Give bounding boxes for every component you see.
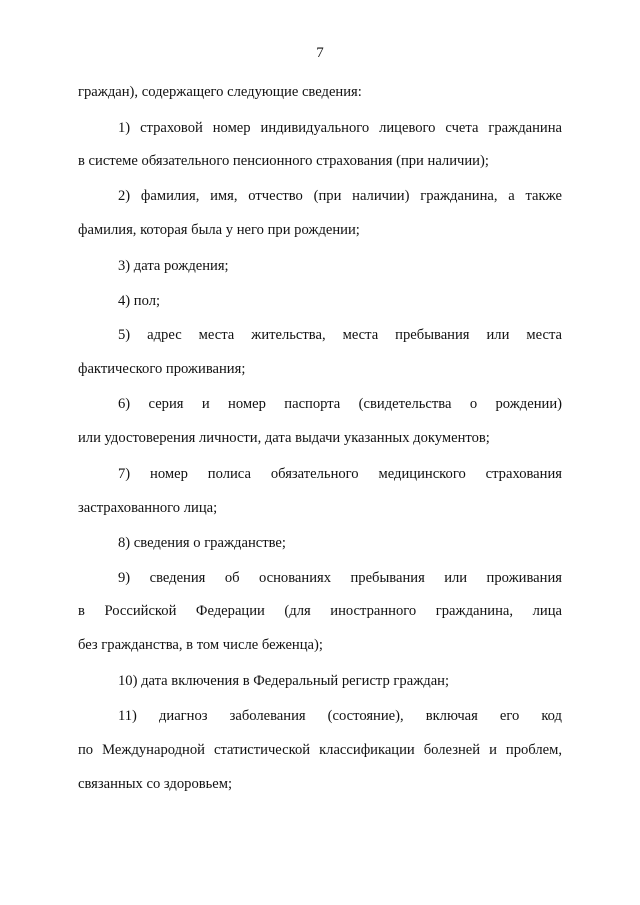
list-item-7-line-1: 7) номер полиса обязательного медицинского страхования (118, 466, 562, 482)
list-item-9-line-2: в Российской Федерации (для иностранного гражданина, лица (78, 603, 562, 619)
list-item-1-line-2: в системе обязательного пенсионного страхования (при наличии); (78, 153, 489, 169)
list-item-2-line-1: 2) фамилия, имя, отчество (при наличии) гражданина, а также (118, 188, 562, 204)
list-item-9-line-3: без гражданства, в том числе беженца); (78, 637, 323, 653)
list-item-4: 4) пол; (118, 293, 161, 309)
list-item-9-line-1: 9) сведения об основаниях пребывания или проживания (118, 570, 562, 586)
text-line: граждан), содержащего следующие сведения: (78, 84, 362, 100)
list-item-7-line-2: застрахованного лица; (78, 500, 218, 516)
list-item-10: 10) дата включения в Федеральный регистр граждан; (118, 673, 450, 689)
list-item-11-line-3: связанных со здоровьем; (78, 776, 233, 792)
list-item-8: 8) сведения о гражданстве; (118, 535, 286, 551)
page-number: 7 (316, 45, 324, 61)
list-item-11-line-1: 11) диагноз заболевания (состояние), включая его код (118, 708, 562, 724)
list-item-2-line-2: фамилия, которая была у него при рождении; (78, 222, 360, 238)
list-item-1-line-1: 1) страховой номер индивидуального лицевого счета гражданина (118, 120, 562, 136)
list-item-6-line-1: 6) серия и номер паспорта (свидетельства о рождении) (118, 396, 562, 412)
list-item-6-line-2: или удостоверения личности, дата выдачи указанных документов; (78, 430, 490, 446)
list-item-11-line-2: по Международной статистической классификации болезней и проблем, (78, 742, 562, 758)
list-item-3: 3) дата рождения; (118, 258, 229, 274)
list-item-5-line-1: 5) адрес места жительства, места пребывания или места (118, 327, 562, 343)
list-item-5-line-2: фактического проживания; (78, 361, 246, 377)
